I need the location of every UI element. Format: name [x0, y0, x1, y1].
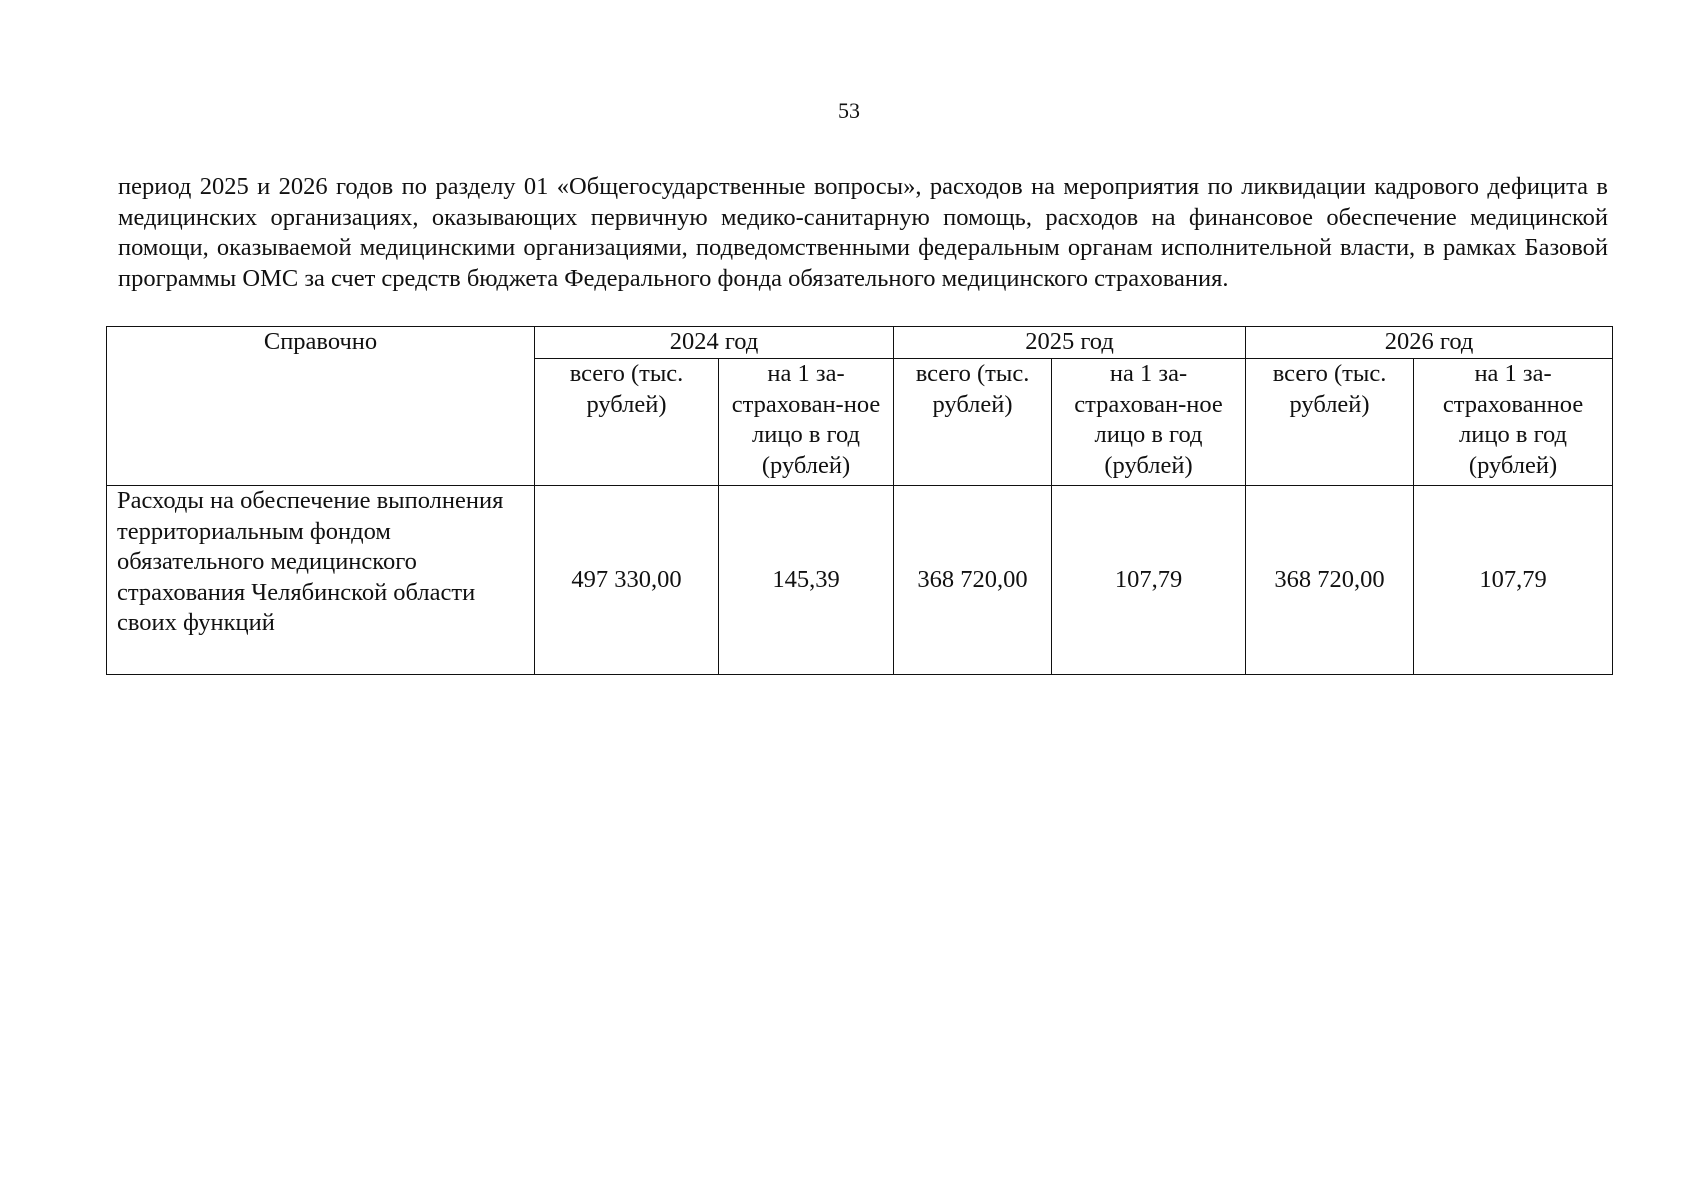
cell-2026-per-person: 107,79	[1414, 486, 1613, 675]
body-paragraph: период 2025 и 2026 годов по разделу 01 «Общегосударственные вопросы», расходов на мероприятия по ликвидации кадрового дефицита в медицинских организациях, оказывающих первичную медико-санитарную помощь, расходов на финансовое обеспечение медицинской помощи, оказываемой медицинскими организациями, подведомственными федеральным органам исполнительной власти, в рамках Базовой программы ОМС за счет средств бюджета Федерального фонда обязательного медицинского страхования.	[118, 173, 1608, 292]
table-row	[107, 486, 1613, 675]
page-number: 53	[838, 98, 860, 123]
cell-2025-per-person: 107,79	[1052, 486, 1246, 675]
reference-table	[106, 326, 1613, 675]
header-2025-per-person: на 1 за-страхован-ное лицо в год (рублей)	[1052, 359, 1246, 486]
cell-2025-total: 368 720,00	[894, 486, 1052, 675]
cell-2024-total: 497 330,00	[535, 486, 719, 675]
row-label: Расходы на обеспечение выполнения территориальным фондом обязательного медицинского страхования Челябинской области своих функций	[107, 486, 535, 675]
header-2025-total: всего (тыс. рублей)	[894, 359, 1052, 486]
cell-2024-per-person: 145,39	[719, 486, 894, 675]
header-year-2024: 2024 год	[535, 327, 894, 359]
header-2026-total: всего (тыс. рублей)	[1246, 359, 1414, 486]
header-2024-total: всего (тыс. рублей)	[535, 359, 719, 486]
header-2024-per-person: на 1 за-страхован-ное лицо в год (рублей)	[719, 359, 894, 486]
header-year-2026: 2026 год	[1246, 327, 1613, 359]
header-year-2025: 2025 год	[894, 327, 1246, 359]
header-label-cell: Справочно	[107, 327, 535, 486]
cell-2026-total: 368 720,00	[1246, 486, 1414, 675]
header-2026-per-person: на 1 за-страхованное лицо в год (рублей)	[1414, 359, 1613, 486]
table-header-row-years	[107, 327, 1613, 359]
